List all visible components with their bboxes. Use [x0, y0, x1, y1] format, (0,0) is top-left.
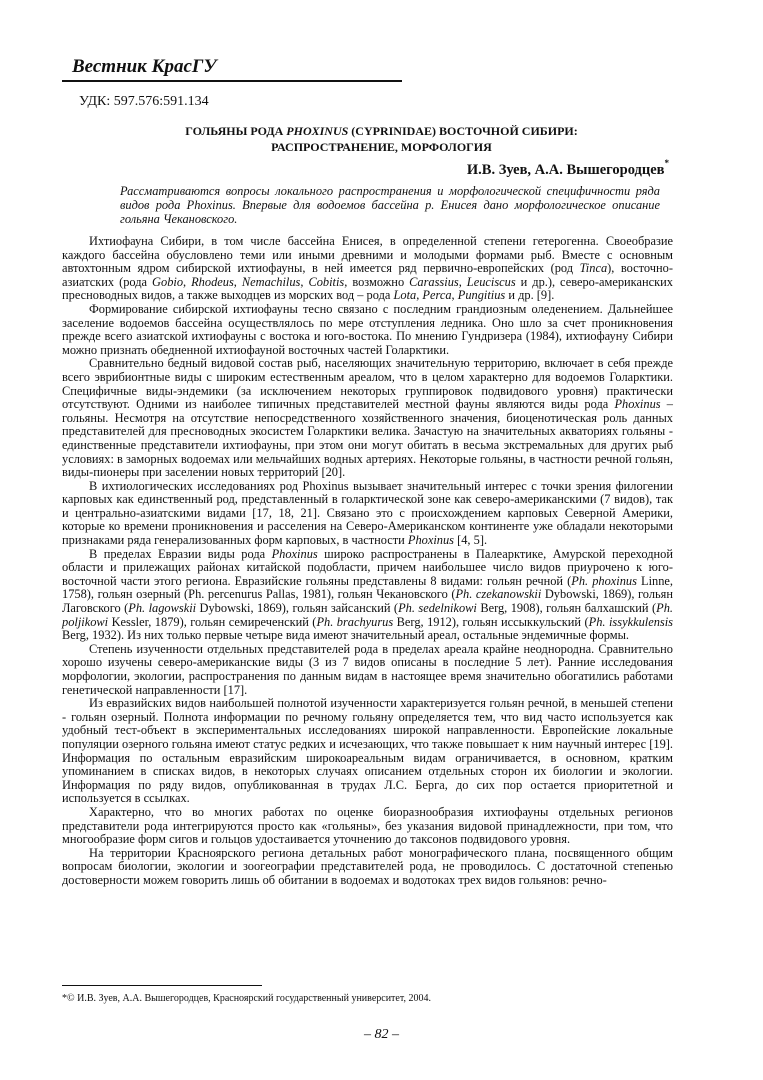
article-body	[62, 235, 673, 888]
header-rule	[62, 80, 402, 82]
italic-text-run: Perca	[422, 288, 452, 303]
italic-text-run: Ph. poljikowi	[62, 601, 673, 629]
text-run: Kessler, 1879), гольян семиреченский (	[108, 614, 317, 629]
italic-text-run: Leuciscus	[466, 274, 516, 289]
italic-text-run: Tinca	[579, 261, 608, 276]
article-authors	[467, 160, 669, 179]
title-line-1	[90, 123, 673, 139]
text-run: ,	[416, 288, 423, 303]
body-paragraph	[62, 643, 673, 697]
body-paragraph	[62, 847, 673, 888]
udk-code: УДК: 597.576:591.134	[79, 94, 209, 109]
text-run: Сравнительно бедный видовой состав рыб, населяющих значительную территорию, включает в себя прежде всего эврибионтные виды с широким естественным ареалом, что в целом характерно для водоемов Голарктики. Специфичные виды-эндемики (за исключением некоторых группировок подвидового уровня) практически отсутствуют. Одними из наиболее типичных представителей местной фауны являются виды рода	[62, 356, 673, 412]
title-line-2: РАСПРОСТРАНЕНИЕ, МОРФОЛОГИЯ	[271, 140, 492, 154]
text-run: Dybowski, 1869), гольян Лаговского (	[62, 587, 673, 616]
body-paragraph	[62, 480, 673, 548]
title-part-2: (CYPRINIDAE) ВОСТОЧНОЙ СИБИРИ:	[348, 124, 578, 138]
italic-text-run: Nemachilus	[241, 274, 301, 289]
italic-text-run: Gobio	[152, 274, 184, 289]
body-paragraph	[62, 548, 673, 643]
italic-text-run: Ph. brachyurus	[316, 614, 394, 629]
footnote-rule	[62, 985, 262, 986]
italic-text-run: Cobitis	[308, 274, 345, 289]
text-run: Berg, 1932). Из них только первые четыре вида имеют значительный ареал, остальные эндемичные формы.	[62, 628, 630, 643]
italic-text-run: Phoxinus	[271, 546, 318, 561]
italic-text-run: Lota	[393, 288, 417, 303]
text-run: В ихтиологических исследованиях род Phoxinus вызывает значительный интерес с точки зрения филогении карповых как единственный род, представленный в голарктической зоне как северо-американскими (7 видов), так и центрально-азиатскими видами [17, 18, 21]. Связано это с происхождением карповых Северной Америки, которые ко времени проникновения и расселения на Северо-Американском континенте уже обладали некоторыми признаками ряда генерализованных форм карповых, в частности	[62, 478, 673, 548]
text-run: Berg, 1912), гольян иссыккульский (	[393, 614, 589, 629]
body-paragraph	[62, 235, 673, 303]
text-run: Степень изученности отдельных представителей рода в пределах ареала крайне неоднородна. Сравнительно хорошо изучены северо-американские виды (3 из 7 видов описаны в последние 5 лет). Ранние исследования морфологии, экологии, распространения по данным видам в настоящее время значительно обогатились работами генетической направленности [17].	[62, 641, 673, 697]
text-run: и др. [9].	[505, 288, 555, 303]
text-run: Формирование сибирской ихтиофауны тесно связано с последним грандиозным оледенением. Дальнейшее заселение водоемов бассейна осуществлялось по мере отступления ледника. Оно шло за счет проникновения прежде всего азиатской ихтиофауны с востока и юго-востока. По мнению Гундризера (1984), ихтиофауну Сибири можно признать обедненной ихтиофауной восточных частей Голарктики.	[62, 301, 673, 357]
title-genus: PHOXINUS	[286, 124, 349, 138]
article-title	[90, 123, 673, 155]
italic-text-run: Ph. lagowskii	[128, 601, 197, 616]
text-run: Linne, 1758), гольян озерный (Ph. percenurus Pallas, 1981), гольян Чекановского (	[62, 573, 673, 602]
italic-text-run: Ph. phoxinus	[571, 573, 637, 588]
italic-text-run: Phoxinus	[614, 397, 661, 412]
text-run: Из евразийских видов наибольшей полнотой изученности характеризуется гольян речной, в меньшей степени - гольян озерный. Полнота информации по речному гольяну определяется тем, что вид часто используется как удобный тест-объект в экспериментальных исследованиях широкой направленности. Европейские локальные популяции озерного гольяна имеют статус редких и исчезающих, что также повышает к ним научный интерес [19]. Информация по остальным евразийским широкоареальным видам ограничивается, в основном, кратким упоминанием в списках видов, в некоторых случаях описанием отдельных сторон их биологии и экологии. Информация по ряду видов, опубликованная в трудах Л.С. Берга, до сих пор остается приоритетной и используется в ссылках.	[62, 696, 673, 806]
journal-title: Вестник КрасГУ	[72, 56, 217, 77]
text-run: ,	[233, 274, 242, 289]
text-run: ,	[451, 288, 458, 303]
text-run: и др.), северо-американских пресноводных видов, а также выходцев из морских вод – рода	[62, 274, 673, 303]
text-run: Dybowski, 1869), гольян зайсанский (	[196, 601, 399, 616]
text-run: , возможно	[344, 274, 410, 289]
italic-text-run: Ph. sedelnikowi	[398, 601, 477, 616]
text-run: На территории Красноярского региона детальных работ монографического плана, посвященного общим вопросам биологии, экологии и зоогеографии представителей рода, не проводилось. С достаточной степенью достоверности можем говорить лишь об обитании в водоемах и водотоках трех видов гольянов: речно-	[62, 845, 673, 887]
text-run: ,	[458, 274, 467, 289]
text-run: Ихтиофауна Сибири, в том числе бассейна Енисея, в определенной степени гетерогенна. Своеобразие каждого бассейна обусловлено теми или иными древними и молодыми формами рыб. Вместе с основным автохтонным ядром сибирской ихтиофауны, в ней имеется ряд первично-европейских (род	[62, 234, 673, 276]
abstract: Рассматриваются вопросы локального распространения и морфологической специфичности ряда видов рода Phoxinus. Впервые для водоемов бассейна р. Енисея дано морфологическое описание гольяна Чекановского.	[120, 184, 660, 226]
italic-text-run: Ph. issykkulensis	[588, 614, 673, 629]
author-footnote-mark: *	[664, 158, 669, 168]
body-paragraph	[62, 303, 673, 357]
body-paragraph	[62, 806, 673, 847]
text-run: Характерно, что во многих работах по оценке биоразнообразия ихтиофауны отдельных регионов представители рода интегрируются просто как «гольяны», без указания видовой принадлежности, при том, что многообразие форм сигов и гольцов удостаивается уточнению до таксонов подвидового уровня.	[62, 804, 673, 847]
title-part-1: ГОЛЬЯНЫ РОДА	[185, 124, 287, 138]
text-run: Berg, 1908), гольян балхашский (	[476, 601, 657, 616]
page-number: – 82 –	[364, 1027, 399, 1042]
body-paragraph	[62, 357, 673, 479]
italic-text-run: Ph. czekanowskii	[455, 587, 542, 602]
body-paragraph	[62, 697, 673, 806]
italic-text-run: Phoxinus	[407, 533, 455, 548]
footnote: *© И.В. Зуев, А.А. Вышегородцев, Красноярский государственный университет, 2004.	[62, 993, 431, 1004]
author-names: И.В. Зуев, А.А. Вышегородцев	[466, 161, 665, 178]
text-run: В пределах Евразии виды рода	[89, 546, 272, 561]
italic-text-run: Rhodeus	[191, 274, 234, 289]
text-run: широко распространены в Палеарктике, Амурской переходной области и прилежащих районах китайской подобласти, причем наибольшее число видов приурочено к юго-восточной части этого региона. Евразийские гольяны представлены 8 видами: гольян речной (	[62, 546, 673, 588]
italic-text-run: Carassius	[409, 274, 459, 289]
italic-text-run: Pungitius	[457, 288, 506, 303]
text-run: [4, 5].	[454, 533, 488, 548]
text-run: ,	[300, 274, 309, 289]
text-run: ), восточно-азиатских (рода	[62, 261, 673, 289]
text-run: ,	[183, 274, 192, 289]
text-run: – гольяны. Несмотря на отсутствие непосредственного хозяйственного значения, биоценотическая роль данных представителей для пресноводных экосистем Голарктики велика. Зачастую на значительных акваториях гольяны - единственные представители ихтиофауны, при этом они могут обитать в весьма экстремальных для других рыб условиях: в заморных водоемах или мельчайших водных артериях. Некоторые гольяны, в частности речной гольян, виды-пионеры при заселении новых территорий [20].	[62, 397, 674, 480]
